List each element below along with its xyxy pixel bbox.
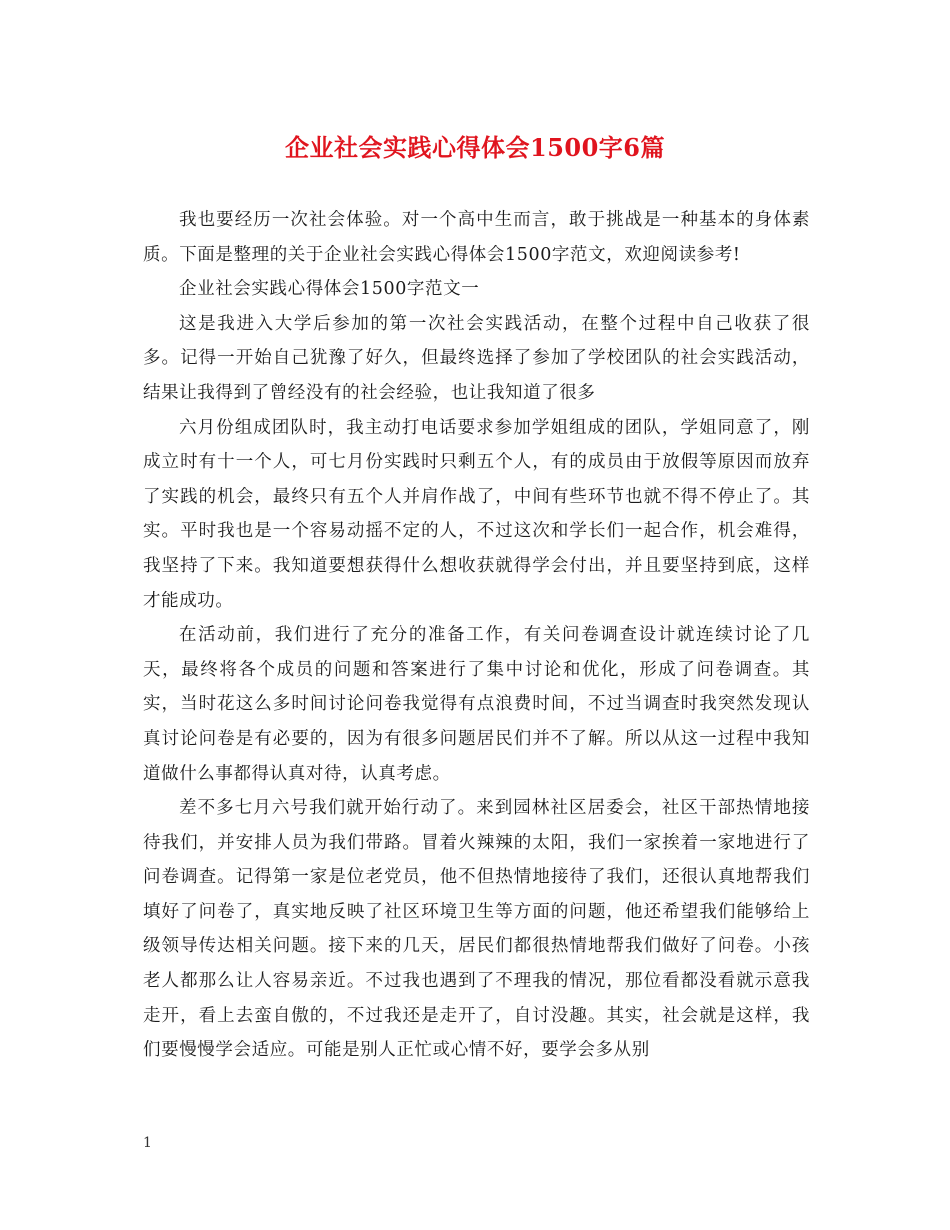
document-title: 企业社会实践心得体会1500字6篇 [285, 133, 665, 162]
paragraph: 这是我进入大学后参加的第一次社会实践活动，在整个过程中自己收获了很多。记得一开始自己犹豫了好久，但最终选择了参加了学校团队的社会实践活动，结果让我得到了曾经没有的社会经验，也让我知道了很多 [143, 313, 810, 403]
paragraph-intro: 我也要经历一次社会体验。对一个高中生而言，敢于挑战是一种基本的身体素质。下面是整理的关于企业社会实践心得体会1500字范文，欢迎阅读参考! [143, 210, 810, 265]
document-body [143, 203, 810, 1068]
page-number: 1 [143, 1135, 152, 1151]
paragraph: 在活动前，我们进行了充分的准备工作，有关问卷调查设计就连续讨论了几天，最终将各个成员的问题和答案进行了集中讨论和优化，形成了问卷调查。其实，当时花这么多时间讨论问卷我觉得有点浪费时间，不过当调查时我突然发现认真讨论问卷是有必要的，因为有很多问题居民们并不了解。所以从这一过程中我知道做什么事都得认真对待，认真考虑。 [143, 625, 810, 784]
paragraph: 六月份组成团队时，我主动打电话要求参加学姐组成的团队，学姐同意了，刚成立时有十一个人，可七月份实践时只剩五个人，有的成员由于放假等原因而放弃了实践的机会，最终只有五个人并肩作战了，中间有些环节也就不得不停止了。其实。平时我也是一个容易动摇不定的人，不过这次和学长们一起合作，机会难得，我坚持了下来。我知道要想获得什么想收获就得学会付出，并且要坚持到底，这样才能成功。 [143, 417, 810, 611]
paragraph: 差不多七月六号我们就开始行动了。来到园林社区居委会，社区干部热情地接待我们，并安排人员为我们带路。冒着火辣辣的太阳，我们一家挨着一家地进行了问卷调查。记得第一家是位老党员，他不但热情地接待了我们，还很认真地帮我们填好了问卷了，真实地反映了社区环境卫生等方面的问题，他还希望我们能够给上级领导传达相关问题。接下来的几天，居民们都很热情地帮我们做好了问卷。小孩老人都那么让人容易亲近。不过我也遇到了不理我的情况，那位看都没看就示意我走开，看上去蛮自傲的，不过我还是走开了，自讨没趣。其实，社会就是这样，我们要慢慢学会适应。可能是别人正忙或心情不好，要学会多从别 [143, 798, 810, 1061]
section-heading: 企业社会实践心得体会1500字范文一 [179, 279, 480, 300]
